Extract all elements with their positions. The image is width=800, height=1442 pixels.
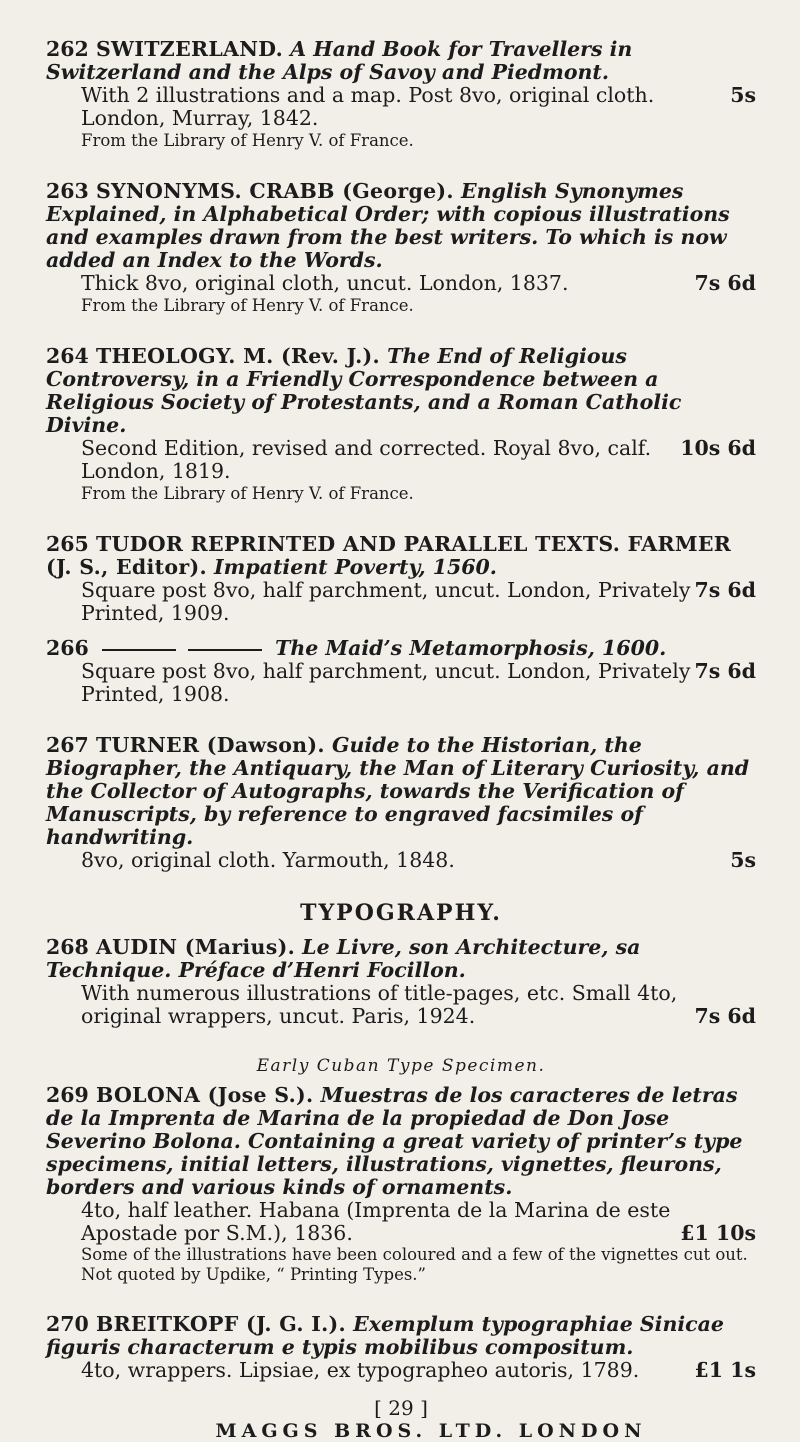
entry-title: Le Livre, son Architecture, sa Technique. Préface d’Henri Focillon. (46, 935, 641, 982)
entry-author: TUDOR REPRINTED AND PARALLEL TEXTS. FARMER (J. S., Editor). (46, 532, 732, 579)
entry-number: 269 (46, 1083, 89, 1107)
catalogue-entry (46, 38, 756, 152)
entry-provenance: From the Library of Henry V. of France. (81, 484, 414, 503)
entry-description: Second Edition, revised and corrected. Royal 8vo, calf. London, 1819. (81, 436, 652, 483)
entry-price: 7s 6d (694, 659, 756, 683)
entry-description: Thick 8vo, original cloth, uncut. London, 1837. (81, 271, 569, 295)
entry-title: Guide to the Historian, the Biographer, the Antiquary, the Man of Literary Curiosity, and the Collector of Autographs, towards the Verification of Manuscripts, by reference to engraved facsimiles of handwriting. (46, 733, 750, 849)
entry-price: £1 10s (680, 1221, 756, 1245)
entry-price: 7s 6d (694, 271, 756, 295)
catalogue-entry (46, 180, 756, 317)
section-heading: TYPOGRAPHY. (300, 900, 502, 926)
entry-title: The Maid’s Metamorphosis, 1600. (275, 636, 667, 660)
entry-author: THEOLOGY. M. (Rev. J.). (95, 344, 380, 368)
entry-number: 267 (46, 733, 89, 757)
catalogue-entry (46, 936, 756, 1028)
catalogue-entry (46, 345, 756, 505)
ditto-dash (188, 649, 262, 651)
entry-number: 266 (46, 636, 89, 660)
entry-title: Muestras de los caracteres de letras de la Imprenta de Marina de la propiedad de Don Jose Severino Bolona. Containing a great variety of printer’s type specimens, initial letters, illustrations, vignettes, fleurons, borders and various kinds of ornaments. (46, 1083, 743, 1199)
entry-title: Impatient Poverty, 1560. (214, 555, 497, 579)
entry-title: English Synonymes Explained, in Alphabetical Order; with copious illustrations and examples drawn from the best writers. To which is now added an Index to the Words. (46, 179, 730, 272)
publisher-footer: MAGGS BROS. LTD. LONDON (215, 1420, 647, 1442)
entry-author: AUDIN (Marius). (95, 935, 296, 959)
entry-number: 268 (46, 935, 89, 959)
entry-price: 7s 6d (694, 1004, 756, 1028)
entry-author: BREITKOPF (J. G. I.). (95, 1312, 346, 1336)
page-number: [ 29 ] (374, 1396, 428, 1420)
catalogue-entry (46, 1084, 756, 1285)
entry-author: SYNONYMS. CRABB (George). (95, 179, 454, 203)
entry-title: Exemplum typographiae Sinicae figuris characterum e typis mobilibus compositum. (46, 1312, 724, 1359)
entry-number: 262 (46, 37, 89, 61)
entry-description: Square post 8vo, half parchment, uncut. London, Privately Printed, 1909. (81, 578, 691, 625)
entry-price: 5s (730, 848, 756, 872)
entry-price: 10s 6d (680, 436, 756, 460)
entry-note: Some of the illustrations have been coloured and a few of the vignettes cut out. Not quoted by Updike, “ Printing Types.” (81, 1245, 748, 1284)
catalogue-entry (46, 734, 756, 872)
entry-price: £1 1s (694, 1358, 756, 1382)
entry-description: With 2 illustrations and a map. Post 8vo, original cloth. London, Murray, 1842. (81, 83, 655, 130)
entry-title: The End of Religious Controversy, in a Friendly Correspondence between a Religious Society of Protestants, and a Roman Catholic Divine. (46, 344, 682, 437)
catalogue-entry (46, 637, 756, 706)
entry-number: 270 (46, 1312, 89, 1336)
entry-provenance: From the Library of Henry V. of France. (81, 296, 414, 315)
entry-description: 4to, half leather. Habana (Imprenta de la Marina de este Apostade por S.M.), 1836. (81, 1198, 671, 1245)
entry-price: 5s (730, 83, 756, 107)
entry-title: A Hand Book for Travellers in Switzerland and the Alps of Savoy and Piedmont. (46, 37, 633, 84)
entry-provenance: From the Library of Henry V. of France. (81, 131, 414, 150)
entry-author: TURNER (Dawson). (95, 733, 325, 757)
catalogue-entry (46, 1313, 756, 1382)
entry-description: Square post 8vo, half parchment, uncut. London, Privately Printed, 1908. (81, 659, 691, 706)
entry-description: With numerous illustrations of title-pages, etc. Small 4to, original wrappers, uncut. Paris, 1924. (81, 981, 678, 1028)
subsection-heading: Early Cuban Type Specimen. (256, 1056, 546, 1076)
entry-number: 263 (46, 179, 89, 203)
catalogue-entry (46, 533, 756, 625)
entry-description: 4to, wrappers. Lipsiae, ex typographeo autoris, 1789. (81, 1358, 640, 1382)
entry-price: 7s 6d (694, 578, 756, 602)
entry-number: 264 (46, 344, 89, 368)
entry-author: SWITZERLAND. (95, 37, 284, 61)
ditto-dash (102, 649, 176, 651)
entry-number: 265 (46, 532, 89, 556)
entry-author: BOLONA (Jose S.). (95, 1083, 314, 1107)
entry-description: 8vo, original cloth. Yarmouth, 1848. (81, 848, 455, 872)
